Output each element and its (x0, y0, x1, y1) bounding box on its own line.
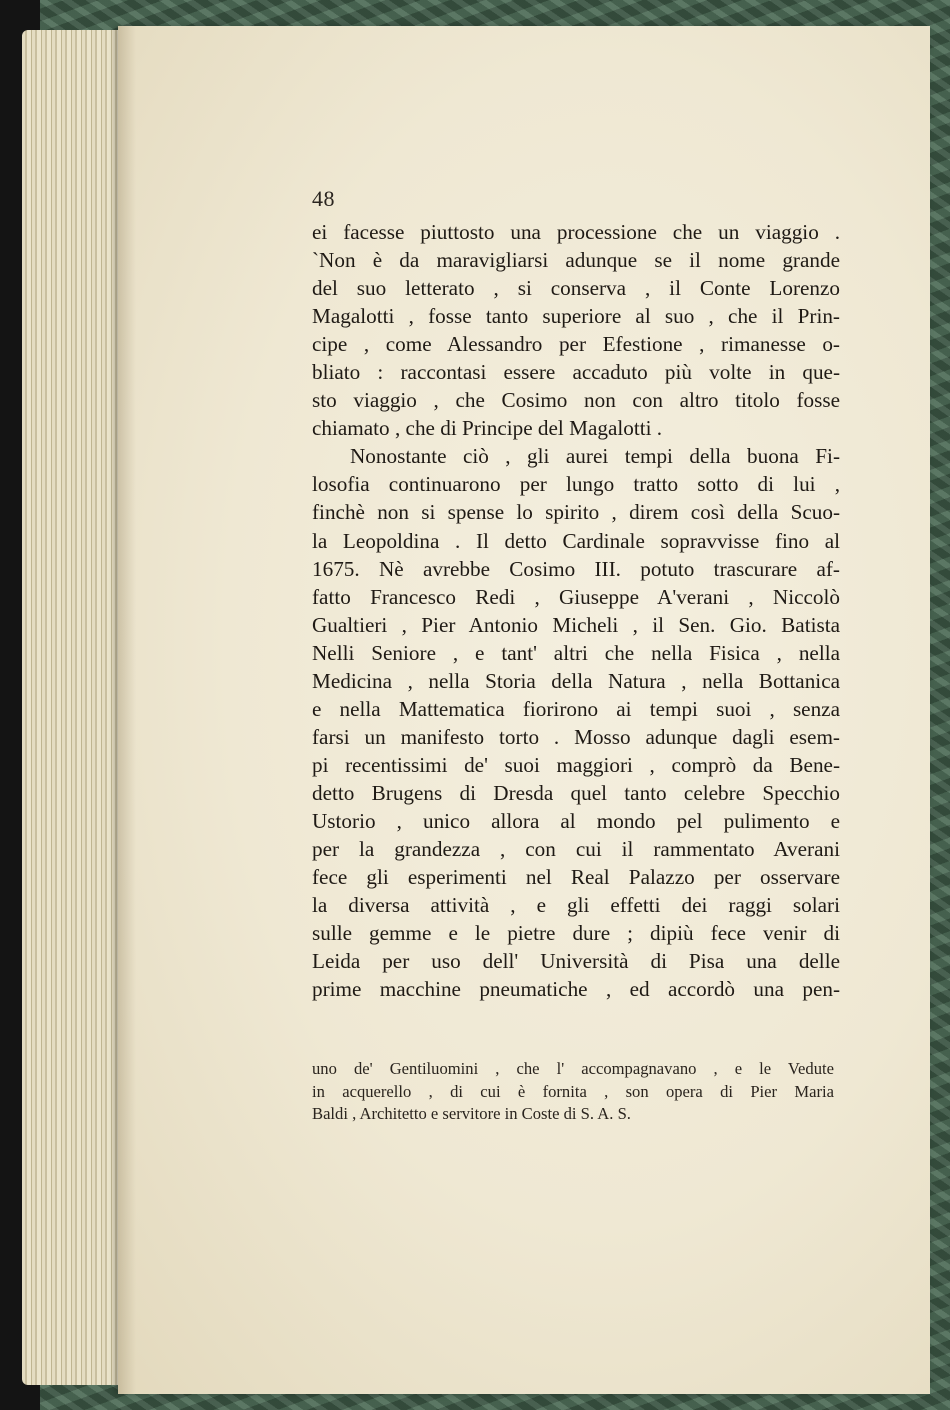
text-line: pi recentissimi de' suoi maggiori , comprò da Bene- (312, 752, 840, 777)
text-line: fece gli esperimenti nel Real Palazzo per osservare (312, 865, 840, 890)
text-line: sulle gemme e le pietre dure ; dipiù fece venir di (312, 921, 840, 946)
text-line: detto Brugens di Dresda quel tanto celebre Specchio (312, 780, 840, 805)
text-line: Nonostante ciò , gli aurei tempi della buona Fi- (350, 444, 840, 469)
text-line: fatto Francesco Redi , Giuseppe A'verani , Niccolò (312, 584, 840, 609)
text-line: Magalotti , fosse tanto superiore al suo , che il Prin- (312, 304, 840, 329)
text-line: la diversa attività , e gli effetti dei raggi solari (312, 893, 840, 918)
text-line: Gualtieri , Pier Antonio Micheli , il Sen. Gio. Batista (312, 612, 840, 637)
text-line: prime macchine pneumatiche , ed accordò una pen- (312, 977, 840, 1002)
page-number: 48 (312, 186, 335, 211)
footnote (312, 1058, 834, 1126)
text-line: sto viaggio , che Cosimo non con altro titolo fosse (312, 388, 840, 413)
text-line: Medicina , nella Storia della Natura , nella Bottanica (312, 668, 840, 693)
text-line: 1675. Nè avrebbe Cosimo III. potuto trascurare af- (312, 556, 840, 581)
footnote-line: Baldi , Architetto e servitore in Coste di S. A. S. (312, 1104, 631, 1123)
text-line: losofia continuarono per lungo tratto sotto di lui , (312, 472, 840, 497)
footnote-line: in acquerello , di cui è fornita , son opera di Pier Maria (312, 1081, 834, 1101)
text-line: la Leopoldina . Il detto Cardinale sopravvisse fino al (312, 528, 840, 553)
text-line: Ustorio , unico allora al mondo pel pulimento e (312, 808, 840, 833)
body-text (312, 218, 840, 1003)
text-line: cipe , come Alessandro per Efestione , rimanesse o- (312, 332, 840, 357)
text-line: chiamato , che di Principe del Magalotti . (312, 416, 663, 441)
text-line: farsi un manifesto torto . Mosso adunque dagli esem- (312, 724, 840, 749)
text-line: del suo letterato , si conserva , il Conte Lorenzo (312, 276, 840, 301)
text-line: e nella Mattematica fiorirono ai tempi suoi , senza (312, 696, 840, 721)
text-line: Nelli Seniore , e tant' altri che nella Fisica , nella (312, 640, 840, 665)
text-line: `Non è da maravigliarsi adunque se il nome grande (312, 248, 840, 273)
text-line: ei facesse piuttosto una processione che un viaggio . (312, 220, 840, 244)
text-line: bliato : raccontasi essere accaduto più volte in que- (312, 360, 840, 385)
text-line: Leida per uso dell' Università di Pisa una delle (312, 949, 840, 974)
text-line: per la grandezza , con cui il rammentato Averani (312, 837, 840, 862)
text-line: finchè non si spense lo spirito , direm così della Scuo- (312, 500, 840, 525)
footnote-line: uno de' Gentiluomini , che l' accompagnavano , e le Vedute (312, 1059, 834, 1078)
